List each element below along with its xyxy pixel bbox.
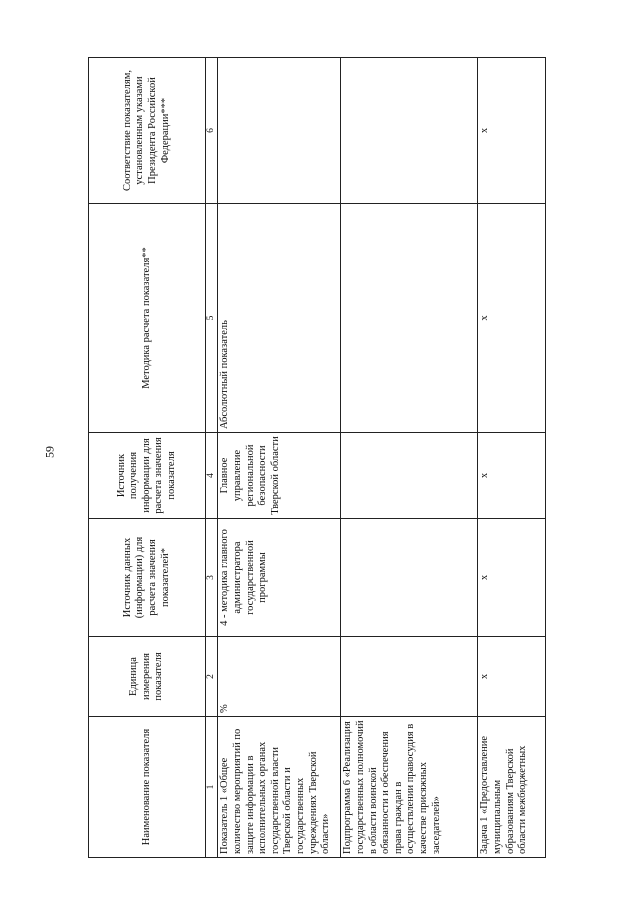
indicator-name-cell: Подпрограмма 6 «Реализация государственных полномочий в области воинской обязанности и обеспечения права граждан в осуществлении правосудия в качестве присяжных заседателей» — [341, 717, 478, 858]
method-cell: Абсолютный показатель — [218, 204, 341, 433]
header-data-source: Источник данных (информации) для расчета значения показателей* — [89, 519, 206, 637]
header-indicator-name: Наименование показателя — [89, 717, 206, 858]
page-number: 59 — [42, 446, 57, 458]
indicators-table — [88, 57, 546, 858]
column-numbers-row — [206, 58, 218, 858]
info-source-cell: x — [478, 433, 546, 519]
unit-cell: % — [218, 637, 341, 717]
indicator-name-cell: Показатель 1 «Общее количество мероприятий по защите информации в исполнительных органах государственной власти Тверской области и государственных учреждениях Тверской области» — [218, 717, 341, 858]
indicator-name-cell: Задача 1 «Предоставление муниципальным образованиям Тверской области межбюджетных — [478, 717, 546, 858]
data-source-cell: x — [478, 519, 546, 637]
column-number: 5 — [206, 204, 218, 433]
info-source-cell: Главное управление региональной безопасности Тверской области — [218, 433, 341, 519]
header-info-source: Источник получения информации для расчета значения показателя — [89, 433, 206, 519]
method-cell — [341, 204, 478, 433]
table-header-row — [89, 58, 206, 858]
unit-cell — [341, 637, 478, 717]
data-source-cell: 4 - методика главного администратора государственной программы — [218, 519, 341, 637]
column-number: 4 — [206, 433, 218, 519]
column-number: 6 — [206, 58, 218, 204]
method-cell: x — [478, 204, 546, 433]
data-source-cell — [341, 519, 478, 637]
header-calculation-method: Методика расчета показателя** — [89, 204, 206, 433]
column-number: 2 — [206, 637, 218, 717]
info-source-cell — [341, 433, 478, 519]
column-number: 3 — [206, 519, 218, 637]
compliance-cell: x — [478, 58, 546, 204]
table-row — [478, 58, 546, 858]
unit-cell: x — [478, 637, 546, 717]
compliance-cell — [341, 58, 478, 204]
compliance-cell — [218, 58, 341, 204]
table-row — [341, 58, 478, 858]
table-row — [218, 58, 341, 858]
header-presidential-decrees-compliance: Соответствие показателям, установленным указами Президента Российской Федерации*** — [89, 58, 206, 204]
column-number: 1 — [206, 717, 218, 858]
rotated-page-content — [88, 58, 551, 858]
header-unit: Единица измерения показателя — [89, 637, 206, 717]
